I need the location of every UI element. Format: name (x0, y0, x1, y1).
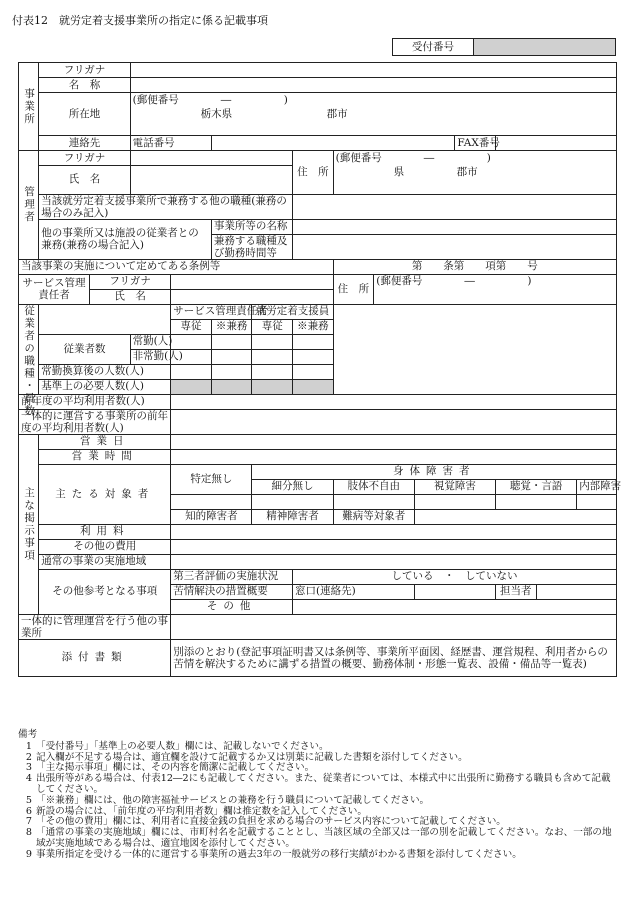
office-phone-label: 電話番号 (130, 136, 211, 151)
staff-cell[interactable] (293, 349, 334, 364)
staff-cell[interactable] (293, 334, 334, 349)
manager-name-field[interactable] (130, 166, 292, 195)
service-manager-name-field[interactable] (171, 289, 333, 304)
staff-concurrent-2: ※兼務 (293, 319, 334, 334)
person-field[interactable] (536, 584, 616, 599)
note-text: 新設の場合には、「前年度の平均利用者数」欄は推定数を記入してください。 (36, 805, 367, 817)
note-text: 「※兼務」欄には、他の障害福祉サービスとの兼務を行う職員について記載してください。 (36, 794, 430, 806)
service-manager-name-label: 氏 名 (90, 289, 171, 304)
ordinance-label: 当該事業の実施について定めてある条例等 (19, 259, 334, 274)
integrated-avg-field[interactable] (171, 409, 617, 434)
area-label: 通常の事業の実施地域 (39, 554, 171, 569)
office-fax-label: FAX番号 (455, 136, 496, 151)
third-party-label: 第三者評価の実施状況 (171, 569, 293, 584)
manager-facility-name-label: 事業所等の名称 (211, 219, 292, 234)
manager-furigana-field[interactable] (130, 151, 292, 166)
staff-cell[interactable] (171, 364, 212, 379)
staff-header-blank (39, 304, 171, 334)
office-pref-line: 栃木県 郡市 (130, 107, 616, 121)
receipt-number-box (392, 38, 616, 56)
other-costs-field[interactable] (171, 539, 617, 554)
integrated-office-field[interactable] (171, 614, 617, 639)
business-days-label: 営業日 (39, 434, 171, 449)
fee-field[interactable] (171, 524, 617, 539)
service-manager-furigana-label: フリガナ (90, 274, 171, 289)
other-ref-label: その他参考となる事項 (39, 569, 171, 614)
business-hours-field[interactable] (171, 449, 617, 464)
note-text: 「受付番号」「基準上の必要人数」欄には、記載しないでください。 (36, 740, 329, 752)
note-number: 1 (25, 740, 32, 752)
target-cell[interactable] (333, 494, 414, 509)
note-number: 5 (25, 794, 32, 806)
manager-job-hours-field[interactable] (293, 234, 617, 259)
manager-furigana-label: フリガナ (39, 151, 130, 166)
manager-pref-line: 県 郡市 (333, 166, 616, 180)
staff-regular-label: 常勤(人) (130, 334, 171, 349)
manager-address-field[interactable] (333, 180, 616, 195)
manager-job-hours-label: 兼務する職種及び勤務時間等 (211, 234, 292, 259)
main-group-label: 主な掲示事項 (19, 434, 39, 614)
staff-cell[interactable] (171, 334, 212, 349)
target-cell[interactable] (414, 494, 495, 509)
receipt-number-field[interactable] (474, 39, 615, 55)
staff-cell[interactable] (211, 349, 252, 364)
intractable-label: 難病等対象者 (333, 509, 414, 524)
note-text: 「主な掲示事項」欄には、その内容を簡潔に記載してください。 (36, 762, 315, 774)
notes-heading: 備考 (18, 729, 38, 740)
note-text: 記入欄が不足する場合は、適宜欄を設けて記載するか又は別葉に記載した書類を添付してください。 (36, 751, 468, 763)
complaint-label: 苦情解決の措置概要 (171, 584, 293, 599)
staff-fulltime-2: 専従 (252, 319, 293, 334)
note-text: 「通常の事業の実施地域」欄には、市町村名を記載することとし、当該区域の全部又は一部の別を記載してください。なお、一部の地域が実施地域である場合は、適宜地図を添付してください。 (36, 827, 612, 849)
window-label: 窓口(連絡先) (293, 584, 415, 599)
form-title: 付表12 就労定着支援事業所の指定に係る記載事項 (12, 14, 268, 27)
other-label: その他 (171, 599, 293, 614)
staff-col-support-worker: 就労定着支援員 (252, 304, 333, 319)
integrated-office-label: 一体的に管理運営を行う他の事業所 (19, 614, 171, 639)
service-manager-label: サービス管理責任者 (19, 274, 90, 304)
manager-postal-line: (郵便番号 ― ) (333, 151, 616, 166)
target-cell[interactable] (171, 494, 252, 509)
notes (18, 730, 616, 861)
staff-cell[interactable] (252, 349, 293, 364)
office-group-label: 事業所 (19, 63, 39, 151)
staff-required-cell (171, 379, 212, 394)
manager-name-label: 氏 名 (39, 166, 130, 195)
note-number: 8 (25, 827, 32, 839)
other-field[interactable] (293, 599, 617, 614)
visual-label: 視覚障害 (414, 479, 495, 494)
note-number: 6 (25, 805, 32, 817)
office-furigana-field[interactable] (130, 63, 616, 78)
manager-concurrent-field[interactable] (293, 194, 617, 219)
third-party-value[interactable]: している ・ していない (293, 569, 617, 584)
staff-cell[interactable] (252, 334, 293, 349)
target-cell[interactable] (252, 494, 333, 509)
note-item (18, 828, 616, 850)
other-costs-label: その他の費用 (39, 539, 171, 554)
note-item (18, 850, 616, 861)
manager-concurrent-label: 当該就労定着支援事業所で兼務する他の職種(兼務の場合のみ記入) (39, 194, 293, 219)
office-address-label: 所在地 (39, 93, 130, 136)
staff-cell[interactable] (293, 364, 334, 379)
ordinance-value[interactable]: 第 条第 項第 号 (333, 259, 616, 274)
note-number: 2 (25, 751, 32, 763)
staff-cell[interactable] (252, 364, 293, 379)
no-subdiv-label: 細分無し (252, 479, 333, 494)
fee-label: 利用料 (39, 524, 171, 539)
person-label: 担当者 (496, 584, 537, 599)
staff-concurrent-1: ※兼務 (211, 319, 252, 334)
staff-count-label: 従業者数 (39, 334, 130, 364)
avg-users-field[interactable] (171, 394, 617, 409)
manager-other-facility-label: 他の事業所又は施設の従業者との兼務(兼務の場合記入) (39, 219, 212, 259)
office-address-field[interactable] (130, 121, 616, 136)
note-number: 7 (25, 816, 32, 828)
manager-group-label: 管理者 (19, 151, 39, 260)
office-phone-field[interactable] (211, 136, 455, 151)
service-manager-furigana-field[interactable] (171, 274, 333, 289)
window-field[interactable] (414, 584, 495, 599)
mental-label: 精神障害者 (252, 509, 333, 524)
office-name-label: 名 称 (39, 78, 130, 93)
office-contact-label: 連絡先 (39, 136, 130, 151)
application-form-table (18, 62, 622, 677)
limb-label: 肢体不自由 (333, 479, 414, 494)
note-text: 「その他の費用」欄には、利用者に直接金銭の負担を求める場合のサービス内容について記載してください。 (36, 816, 506, 828)
note-number: 4 (25, 773, 32, 785)
office-postal-line: (郵便番号 ― ) (130, 93, 616, 108)
staff-group-label: 従業者の職種・員数 (19, 304, 39, 394)
receipt-number-label: 受付番号 (393, 39, 474, 55)
staff-col-service-manager: サービス管理責任者 (171, 304, 252, 319)
attachments-label: 添付書類 (19, 639, 171, 676)
note-item (18, 774, 616, 796)
staff-required-cell (252, 379, 293, 394)
no-specific-label: 特定無し (171, 464, 252, 494)
note-number: 3 (25, 762, 32, 774)
business-days-field[interactable] (171, 434, 617, 449)
physical-label: 身体障害者 (252, 464, 617, 479)
target-blank (414, 509, 616, 524)
manager-facility-name-field[interactable] (293, 219, 617, 234)
note-text: 事業所指定を受ける一体的に運営する事業所の過去3年の一般就労の移行実績がわかる書類を添付してください。 (36, 848, 522, 860)
service-manager-address-label: 住 所 (333, 274, 374, 304)
targets-label: 主たる対象者 (39, 464, 171, 524)
staff-cell[interactable] (211, 334, 252, 349)
target-cell[interactable] (577, 494, 617, 509)
business-hours-label: 営業時間 (39, 449, 171, 464)
area-field[interactable] (171, 554, 617, 569)
staff-cell[interactable] (211, 364, 252, 379)
attachments-text: 別添のとおり(登記事項証明書又は条例等、事業所平面図、経歴書、運営規程、利用者からの苦情を解決するために講ずる措置の概要、勤務体制・形態一覧表、設備・備品等一覧表) (171, 639, 617, 676)
service-manager-postal-line: (郵便番号 ― ) (374, 274, 617, 304)
note-item (18, 796, 616, 807)
staff-required-cell (211, 379, 252, 394)
office-furigana-label: フリガナ (39, 63, 130, 78)
note-text: 出張所等がある場合は、付表12―2にも記載してください。また、従業者については、本様式中に出張所に勤務する職員も含めて記載してください。 (36, 773, 611, 795)
integrated-avg-label: 一体的に運営する事業所の前年度の平均利用者数(人) (19, 409, 171, 434)
staff-nonregular-label: 非常勤(人) (130, 349, 171, 364)
staff-required-label: 基準上の必要人数(人) (39, 379, 171, 394)
intellectual-label: 知的障害者 (171, 509, 252, 524)
staff-fte-label: 常勤換算後の人数(人) (39, 364, 171, 379)
manager-address-label: 住 所 (293, 151, 334, 195)
office-name-field[interactable] (130, 78, 616, 93)
staff-fulltime-1: 専従 (171, 319, 212, 334)
hearing-label: 聴覚・言語 (496, 479, 577, 494)
internal-label: 内部障害 (577, 479, 617, 494)
staff-blank-area (333, 304, 616, 394)
staff-required-cell (293, 379, 334, 394)
note-item (18, 742, 616, 753)
note-number: 9 (25, 848, 32, 860)
office-fax-field[interactable] (496, 136, 617, 151)
avg-users-label: 前年度の平均利用者数(人) (19, 394, 171, 409)
target-cell[interactable] (496, 494, 577, 509)
